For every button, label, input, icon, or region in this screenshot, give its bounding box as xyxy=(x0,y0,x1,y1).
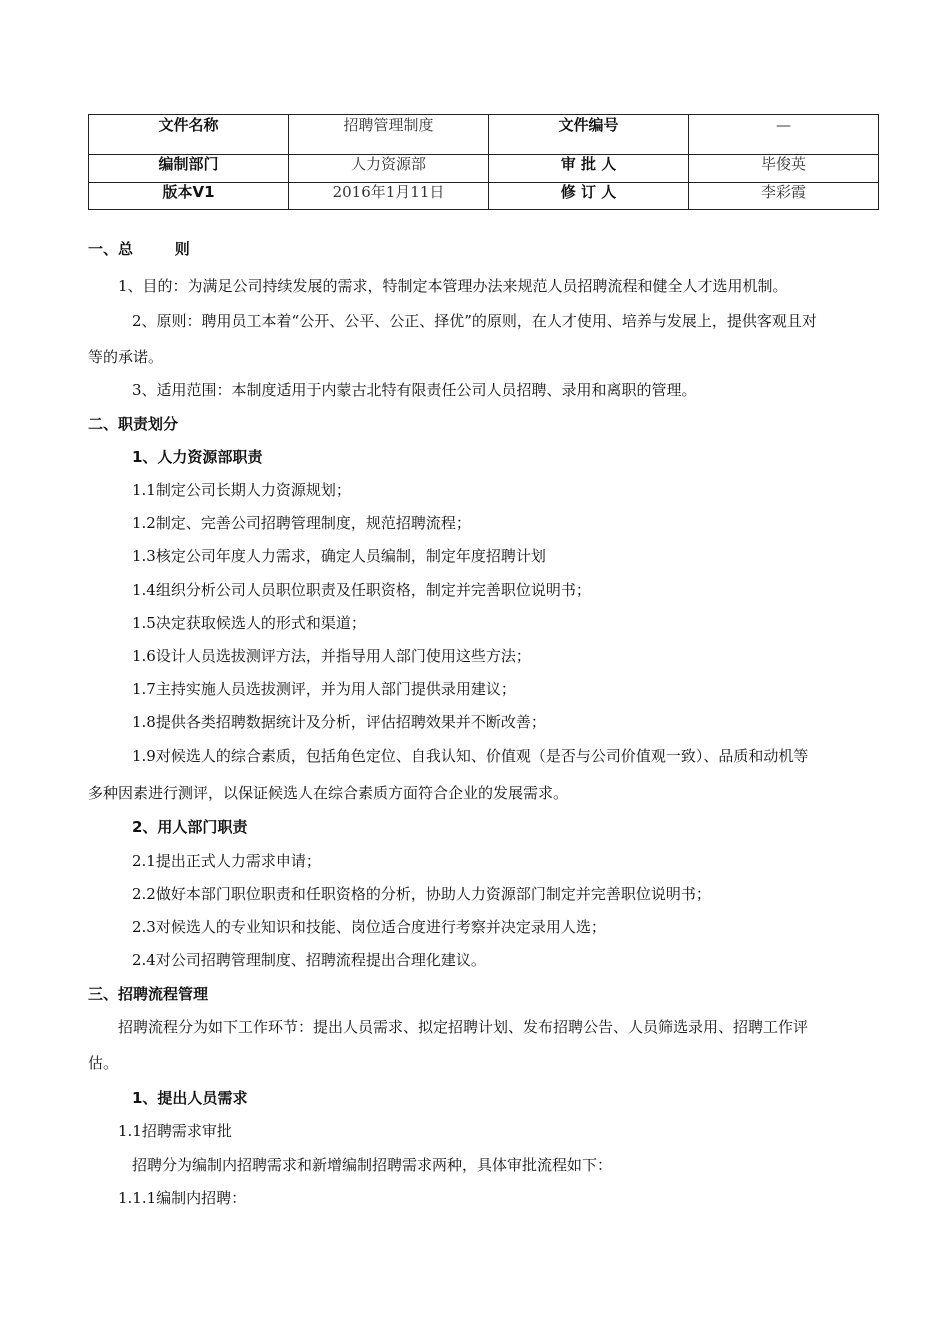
hr-duty-item: 1.2制定、完善公司招聘管理制度，规范招聘流程； xyxy=(132,514,471,532)
section-2-heading: 二、职责划分 xyxy=(88,415,179,433)
dept-duty-item: 2.4对公司招聘管理制度、招聘流程提出合理化建议。 xyxy=(132,951,486,969)
dept-duties-heading: 2、用人部门职责 xyxy=(132,818,248,836)
section-1-principle-cont: 等的承诺。 xyxy=(88,348,164,366)
dept-duty-item: 2.2做好本部门职位职责和任职资格的分析，协助人力资源部门制定并完善职位说明书； xyxy=(132,885,711,903)
section-1-purpose: 1、目的：为满足公司持续发展的需求，特制定本管理办法来规范人员招聘流程和健全人才选用机制。 xyxy=(118,277,788,295)
approver-label: 审 批 人 xyxy=(489,155,689,183)
hr-duty-item: 1.6设计人员选拔测评方法，并指导用人部门使用这些方法； xyxy=(132,647,531,665)
in-quota-recruitment-heading: 1.1.1编制内招聘： xyxy=(118,1189,247,1207)
personnel-demand-heading: 1、提出人员需求 xyxy=(132,1089,248,1107)
header-row-file-name xyxy=(89,115,879,155)
hr-duty-item: 1.5决定获取候选人的形式和渠道； xyxy=(132,614,366,632)
hr-duty-item: 1.8提供各类招聘数据统计及分析，评估招聘效果并不断改善； xyxy=(132,713,546,731)
demand-approval-text: 招聘分为编制内招聘需求和新增编制招聘需求两种，具体审批流程如下： xyxy=(132,1156,613,1174)
file-name-value: 招聘管理制度 xyxy=(289,115,489,155)
section-1-heading: 一、总 则 xyxy=(88,240,190,258)
section-1-scope: 3、适用范围：本制度适用于内蒙古北特有限责任公司人员招聘、录用和离职的管理。 xyxy=(132,381,697,399)
hr-duty-item: 1.7主持实施人员选拔测评，并为用人部门提供录用建议； xyxy=(132,680,516,698)
hr-duty-item: 1.4组织分析公司人员职位职责及任职资格，制定并完善职位说明书； xyxy=(132,581,591,599)
dept-duty-item: 2.1提出正式人力需求申请； xyxy=(132,852,321,870)
hr-duty-item: 1.1制定公司长期人力资源规划； xyxy=(132,481,351,499)
version-label: 版本V1 xyxy=(89,183,289,210)
approver-value: 毕俊英 xyxy=(689,155,879,183)
hr-duties-heading: 1、人力资源部职责 xyxy=(132,448,263,466)
section-3-intro-cont: 估。 xyxy=(88,1054,119,1072)
section-1-principle: 2、原则：聘用员工本着“公开、公平、公正、择优”的原则，在人才使用、培养与发展上，提供客观且对 xyxy=(132,312,817,330)
hr-duty-item: 1.9对候选人的综合素质，包括角色定位、自我认知、价值观（是否与公司价值观一致）、品质和动机等 xyxy=(132,747,809,765)
header-row-department xyxy=(89,155,879,183)
document-header-table xyxy=(88,114,879,210)
section-3-intro: 招聘流程分为如下工作环节：提出人员需求、拟定招聘计划、发布招聘公告、人员筛选录用、招聘工作评 xyxy=(118,1018,809,1036)
reviser-value: 李彩霞 xyxy=(689,183,879,210)
hr-duty-item: 1.3核定公司年度人力需求，确定人员编制，制定年度招聘计划 xyxy=(132,547,546,565)
hr-duty-item-cont: 多种因素进行测评，以保证候选人在综合素质方面符合企业的发展需求。 xyxy=(88,784,569,802)
department-label: 编制部门 xyxy=(89,155,289,183)
version-date-value: 2016年1月11日 xyxy=(289,183,489,210)
dept-duty-item: 2.3对候选人的专业知识和技能、岗位适合度进行考察并决定录用人选； xyxy=(132,918,606,936)
department-value: 人力资源部 xyxy=(289,155,489,183)
demand-approval-heading: 1.1招聘需求审批 xyxy=(118,1122,232,1140)
reviser-label: 修 订 人 xyxy=(489,183,689,210)
file-number-label: 文件编号 xyxy=(489,115,689,155)
file-name-label: 文件名称 xyxy=(89,115,289,155)
section-3-heading: 三、招聘流程管理 xyxy=(88,985,209,1003)
file-number-value: — xyxy=(689,115,879,155)
header-row-version xyxy=(89,183,879,210)
